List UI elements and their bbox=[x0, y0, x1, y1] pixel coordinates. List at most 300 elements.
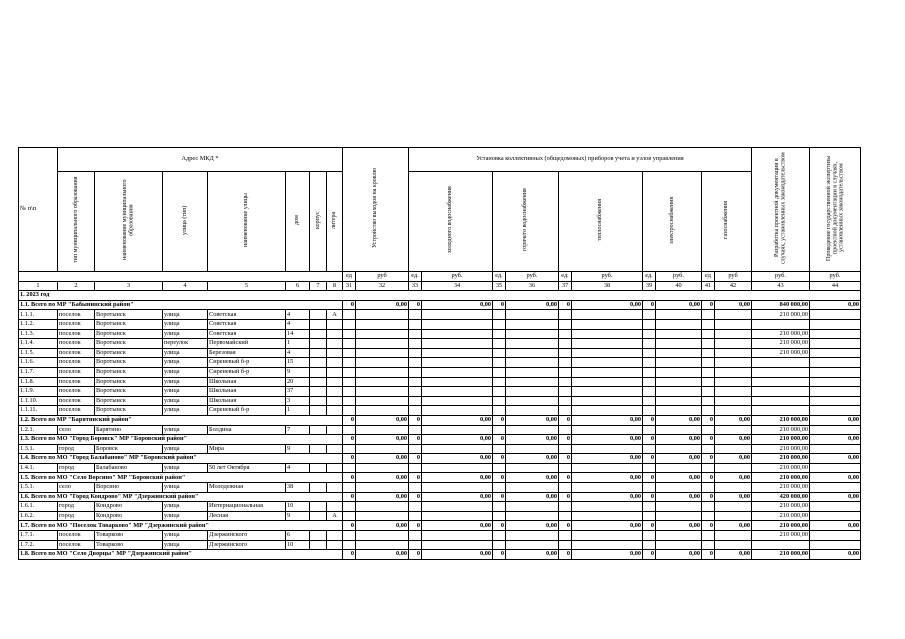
empty-cell bbox=[493, 396, 506, 406]
expertise-cost bbox=[810, 425, 861, 435]
service-cost: 0,00 bbox=[656, 415, 702, 425]
expertise-cost bbox=[810, 444, 861, 454]
street-name: Школьная bbox=[208, 387, 286, 397]
header-address: Адрес МКД * bbox=[58, 148, 343, 172]
unit-cell: руб. bbox=[752, 272, 810, 282]
service-cost: 0,00 bbox=[572, 300, 643, 310]
service-count: 0 bbox=[643, 300, 656, 310]
service-count: 0 bbox=[409, 473, 422, 483]
empty-cell bbox=[656, 406, 702, 416]
column-number: 2 bbox=[58, 281, 95, 291]
empty-cell bbox=[559, 348, 572, 358]
building bbox=[310, 502, 327, 512]
street-type: улица bbox=[163, 444, 208, 454]
letter bbox=[327, 319, 343, 329]
expertise-cost bbox=[810, 348, 861, 358]
column-number: 43 bbox=[752, 281, 810, 291]
street-name: Школьная bbox=[208, 377, 286, 387]
header-addr-col: тип муниципального образования bbox=[58, 172, 95, 272]
roof-count: 0 bbox=[343, 521, 356, 531]
service-cost: 0,00 bbox=[506, 435, 559, 445]
empty-cell bbox=[506, 425, 559, 435]
building bbox=[310, 531, 327, 541]
expertise-cost bbox=[810, 511, 861, 521]
mo-type: поселок bbox=[58, 540, 95, 550]
expertise-cost bbox=[810, 358, 861, 368]
column-number: 40 bbox=[656, 281, 702, 291]
building bbox=[310, 367, 327, 377]
letter bbox=[327, 540, 343, 550]
empty-cell bbox=[356, 387, 409, 397]
service-cost: 0,00 bbox=[572, 492, 643, 502]
service-cost: 0,00 bbox=[715, 473, 752, 483]
service-cost: 0,00 bbox=[715, 435, 752, 445]
street-name: Сиреневый б-р bbox=[208, 406, 286, 416]
empty-cell bbox=[572, 483, 643, 493]
empty-cell bbox=[343, 463, 356, 473]
header-expertise: Проведение государственной экспертизы проектной документации в случаях, установленных законодательством bbox=[810, 148, 861, 272]
header-addr-col: корпус bbox=[310, 172, 327, 272]
house: 15 bbox=[286, 358, 310, 368]
roof-cost: 0,00 bbox=[356, 300, 409, 310]
table-row bbox=[19, 358, 861, 368]
letter bbox=[327, 358, 343, 368]
empty-cell bbox=[643, 377, 656, 387]
service-count: 0 bbox=[702, 415, 715, 425]
row-number: 1.3.1. bbox=[19, 444, 58, 454]
row-number: 1.1.7. bbox=[19, 367, 58, 377]
empty-cell bbox=[356, 540, 409, 550]
service-cost: 0,00 bbox=[422, 521, 493, 531]
table-row bbox=[19, 444, 861, 454]
empty-cell bbox=[409, 540, 422, 550]
empty-cell bbox=[343, 348, 356, 358]
column-number: 44 bbox=[810, 281, 861, 291]
mo-type: поселок bbox=[58, 531, 95, 541]
letter bbox=[327, 339, 343, 349]
house: 7 bbox=[286, 425, 310, 435]
table-row bbox=[19, 377, 861, 387]
unit-cell: ед bbox=[702, 272, 715, 282]
roof-cost: 0,00 bbox=[356, 454, 409, 464]
empty-cell bbox=[715, 511, 752, 521]
house: 9 bbox=[286, 511, 310, 521]
service-count: 0 bbox=[409, 492, 422, 502]
street-type: улица bbox=[163, 377, 208, 387]
street-type: улица bbox=[163, 463, 208, 473]
service-count: 0 bbox=[643, 492, 656, 502]
street-name: Молодежная bbox=[208, 483, 286, 493]
empty-cell bbox=[356, 425, 409, 435]
service-count: 0 bbox=[493, 521, 506, 531]
service-count: 0 bbox=[702, 521, 715, 531]
empty-cell bbox=[506, 396, 559, 406]
design-cost bbox=[752, 367, 810, 377]
mo-type: поселок bbox=[58, 358, 95, 368]
street-type: переулок bbox=[163, 339, 208, 349]
subtotal-label: 1.7. Всего по МО "Поселок Товарково" МР "Дзержинский район" bbox=[19, 521, 343, 531]
service-cost: 0,00 bbox=[715, 300, 752, 310]
subtotal-row bbox=[19, 550, 861, 560]
mo-name: Воротынск bbox=[95, 348, 163, 358]
building bbox=[310, 319, 327, 329]
row-number: 1.1.10. bbox=[19, 396, 58, 406]
table-row bbox=[19, 348, 861, 358]
building bbox=[310, 463, 327, 473]
subtotal-row bbox=[19, 435, 861, 445]
house: 4 bbox=[286, 348, 310, 358]
empty-cell bbox=[572, 540, 643, 550]
expertise-cost bbox=[810, 387, 861, 397]
street-type: улица bbox=[163, 367, 208, 377]
mo-name: Воротынск bbox=[95, 319, 163, 329]
street-name: Советская bbox=[208, 319, 286, 329]
empty-cell bbox=[493, 540, 506, 550]
letter: А bbox=[327, 511, 343, 521]
empty-cell bbox=[559, 387, 572, 397]
empty-cell bbox=[506, 319, 559, 329]
house: 6 bbox=[286, 531, 310, 541]
street-name: Сиреневый б-р bbox=[208, 367, 286, 377]
expertise-cost bbox=[810, 377, 861, 387]
house: 4 bbox=[286, 310, 310, 320]
mo-type: поселок bbox=[58, 319, 95, 329]
subtotal-label: 1.8. Всего по МО "Село Дворцы" МР "Дзержинский район" bbox=[19, 550, 343, 560]
empty-cell bbox=[559, 377, 572, 387]
house: 10 bbox=[286, 540, 310, 550]
empty-cell bbox=[343, 358, 356, 368]
street-type: улица bbox=[163, 502, 208, 512]
empty-cell bbox=[643, 406, 656, 416]
mo-type: поселок bbox=[58, 339, 95, 349]
column-number: 6 bbox=[286, 281, 310, 291]
empty-cell bbox=[409, 387, 422, 397]
empty-cell bbox=[506, 540, 559, 550]
letter bbox=[327, 387, 343, 397]
empty-cell bbox=[656, 367, 702, 377]
empty-cell bbox=[506, 329, 559, 339]
street-type: улица bbox=[163, 511, 208, 521]
header-service-col: горячего водоснабжения bbox=[493, 172, 559, 272]
empty-cell bbox=[343, 310, 356, 320]
service-count: 0 bbox=[493, 454, 506, 464]
expertise-cost: 0,00 bbox=[810, 300, 861, 310]
design-cost bbox=[752, 387, 810, 397]
subtotal-row bbox=[19, 454, 861, 464]
expertise-cost bbox=[810, 310, 861, 320]
year-row bbox=[19, 291, 861, 301]
empty-cell bbox=[643, 483, 656, 493]
empty-cell bbox=[572, 310, 643, 320]
empty-cell bbox=[409, 396, 422, 406]
column-number: 42 bbox=[715, 281, 752, 291]
roof-cost: 0,00 bbox=[356, 521, 409, 531]
empty-cell bbox=[409, 483, 422, 493]
mo-name: Воротынск bbox=[95, 367, 163, 377]
empty-cell bbox=[702, 511, 715, 521]
empty-cell bbox=[572, 425, 643, 435]
empty-cell bbox=[422, 406, 493, 416]
mo-name: Воротынск bbox=[95, 358, 163, 368]
design-cost: 210 000,00 bbox=[752, 435, 810, 445]
empty-cell bbox=[422, 425, 493, 435]
empty-cell bbox=[493, 339, 506, 349]
subtotal-row bbox=[19, 492, 861, 502]
service-cost: 0,00 bbox=[656, 435, 702, 445]
empty-cell bbox=[506, 377, 559, 387]
column-number: 1 bbox=[19, 281, 58, 291]
roof-cost: 0,00 bbox=[356, 492, 409, 502]
column-number: 32 bbox=[356, 281, 409, 291]
expertise-cost: 0,00 bbox=[810, 435, 861, 445]
expertise-cost bbox=[810, 339, 861, 349]
service-cost: 0,00 bbox=[572, 473, 643, 483]
service-cost: 0,00 bbox=[572, 415, 643, 425]
subtotal-label: 1.6. Всего по МО "Город Кондрово" МР "Дзержинский район" bbox=[19, 492, 343, 502]
empty-cell bbox=[656, 387, 702, 397]
unit-cell: ед. bbox=[643, 272, 656, 282]
service-count: 0 bbox=[643, 521, 656, 531]
empty-cell bbox=[656, 511, 702, 521]
street-name: Сиреневый б-р bbox=[208, 358, 286, 368]
empty-cell bbox=[715, 339, 752, 349]
design-cost bbox=[752, 319, 810, 329]
roof-count: 0 bbox=[343, 435, 356, 445]
row-number: 1.6.2. bbox=[19, 511, 58, 521]
empty-cell bbox=[409, 502, 422, 512]
empty-cell bbox=[559, 511, 572, 521]
empty-cell bbox=[493, 502, 506, 512]
service-count: 0 bbox=[559, 435, 572, 445]
service-count: 0 bbox=[409, 521, 422, 531]
expertise-cost: 0,00 bbox=[810, 415, 861, 425]
empty-cell bbox=[715, 319, 752, 329]
expertise-cost: 0,00 bbox=[810, 454, 861, 464]
street-type: улица bbox=[163, 531, 208, 541]
empty-cell bbox=[343, 406, 356, 416]
empty-cell bbox=[493, 358, 506, 368]
empty-cell bbox=[715, 483, 752, 493]
column-number: 34 bbox=[422, 281, 493, 291]
empty-cell bbox=[343, 511, 356, 521]
empty-cell bbox=[493, 511, 506, 521]
empty-cell bbox=[422, 377, 493, 387]
street-type: улица bbox=[163, 319, 208, 329]
empty-cell bbox=[356, 396, 409, 406]
empty-cell bbox=[656, 396, 702, 406]
empty-cell bbox=[643, 396, 656, 406]
mo-name: Воротынск bbox=[95, 339, 163, 349]
empty-cell bbox=[643, 463, 656, 473]
column-number: 31 bbox=[343, 281, 356, 291]
service-cost: 0,00 bbox=[715, 492, 752, 502]
empty-cell bbox=[493, 310, 506, 320]
empty-cell bbox=[572, 387, 643, 397]
service-cost: 0,00 bbox=[422, 454, 493, 464]
house: 10 bbox=[286, 502, 310, 512]
empty-cell bbox=[656, 348, 702, 358]
mo-name: Товарково bbox=[95, 531, 163, 541]
mo-type: село bbox=[58, 483, 95, 493]
design-cost: 210 000,00 bbox=[752, 531, 810, 541]
empty-cell bbox=[506, 444, 559, 454]
service-count: 0 bbox=[493, 492, 506, 502]
empty-cell bbox=[506, 367, 559, 377]
expertise-cost: 0,00 bbox=[810, 521, 861, 531]
empty-cell bbox=[356, 348, 409, 358]
design-cost: 210 000,00 bbox=[752, 550, 810, 560]
unit-cell: руб bbox=[715, 272, 752, 282]
unit-cell: руб bbox=[356, 272, 409, 282]
empty-cell bbox=[572, 531, 643, 541]
empty-cell bbox=[493, 329, 506, 339]
empty-cell bbox=[409, 406, 422, 416]
budget-table bbox=[18, 147, 861, 560]
empty-cell bbox=[356, 463, 409, 473]
service-cost: 0,00 bbox=[656, 550, 702, 560]
column-number: 35 bbox=[493, 281, 506, 291]
service-cost: 0,00 bbox=[506, 521, 559, 531]
table-row bbox=[19, 339, 861, 349]
design-cost bbox=[752, 396, 810, 406]
letter bbox=[327, 406, 343, 416]
header-addr-col: дом bbox=[286, 172, 310, 272]
service-cost: 0,00 bbox=[506, 454, 559, 464]
street-name: Советская bbox=[208, 310, 286, 320]
empty-cell bbox=[643, 531, 656, 541]
service-count: 0 bbox=[559, 300, 572, 310]
header-service-col: газоснабжения bbox=[702, 172, 752, 272]
roof-count: 0 bbox=[343, 550, 356, 560]
table-row bbox=[19, 483, 861, 493]
unit-cell: ед bbox=[343, 272, 356, 282]
service-count: 0 bbox=[559, 415, 572, 425]
row-number: 1.1.4. bbox=[19, 339, 58, 349]
service-count: 0 bbox=[493, 300, 506, 310]
empty-cell bbox=[422, 396, 493, 406]
empty-cell bbox=[656, 540, 702, 550]
header-install: Установка коллективных (общедомовых) приборов учета и узлов управления bbox=[409, 148, 752, 172]
subtotal-label: 1.2. Всего по МР "Барятинский район" bbox=[19, 415, 343, 425]
expertise-cost bbox=[810, 531, 861, 541]
street-type: улица bbox=[163, 425, 208, 435]
service-cost: 0,00 bbox=[506, 473, 559, 483]
service-count: 0 bbox=[409, 550, 422, 560]
empty-cell bbox=[493, 406, 506, 416]
column-number: 37 bbox=[559, 281, 572, 291]
expertise-cost: 0,00 bbox=[810, 550, 861, 560]
house: 37 bbox=[286, 387, 310, 397]
street-name: Школьная bbox=[208, 396, 286, 406]
subtotal-row bbox=[19, 473, 861, 483]
empty-cell bbox=[715, 396, 752, 406]
service-cost: 0,00 bbox=[422, 300, 493, 310]
mo-name: Воротынск bbox=[95, 310, 163, 320]
row-number: 1.1.8. bbox=[19, 377, 58, 387]
subtotal-label: 1.4. Всего по МО "Город Балабаново" МР "Боровский район" bbox=[19, 454, 343, 464]
expertise-cost bbox=[810, 502, 861, 512]
empty-cell bbox=[506, 531, 559, 541]
empty-cell bbox=[643, 502, 656, 512]
empty-cell bbox=[656, 329, 702, 339]
subtotal-row bbox=[19, 300, 861, 310]
column-number: 39 bbox=[643, 281, 656, 291]
empty-cell bbox=[343, 367, 356, 377]
house: 3 bbox=[286, 396, 310, 406]
unit-cell: руб. bbox=[572, 272, 643, 282]
street-name: Мира bbox=[208, 444, 286, 454]
row-number: 1.2.1. bbox=[19, 425, 58, 435]
house: 9 bbox=[286, 367, 310, 377]
empty-cell bbox=[702, 396, 715, 406]
street-type: улица bbox=[163, 540, 208, 550]
empty-cell bbox=[572, 444, 643, 454]
header-service-col: теплоснабжения bbox=[559, 172, 643, 272]
empty-cell bbox=[559, 540, 572, 550]
empty-cell bbox=[715, 377, 752, 387]
service-count: 0 bbox=[702, 435, 715, 445]
street-type: улица bbox=[163, 483, 208, 493]
empty-cell bbox=[643, 387, 656, 397]
empty-cell bbox=[409, 511, 422, 521]
empty-cell bbox=[422, 511, 493, 521]
empty-cell bbox=[572, 377, 643, 387]
row-number: 1.7.2. bbox=[19, 540, 58, 550]
roof-count: 0 bbox=[343, 300, 356, 310]
expertise-cost bbox=[810, 319, 861, 329]
empty-cell bbox=[356, 310, 409, 320]
service-cost: 0,00 bbox=[572, 521, 643, 531]
service-cost: 0,00 bbox=[572, 435, 643, 445]
mo-name: Воротынск bbox=[95, 387, 163, 397]
empty-cell bbox=[422, 339, 493, 349]
design-cost: 420 000,00 bbox=[752, 492, 810, 502]
house: 4 bbox=[286, 463, 310, 473]
empty-cell bbox=[656, 483, 702, 493]
street-type: улица bbox=[163, 329, 208, 339]
header-service-col: электроснабжения bbox=[643, 172, 702, 272]
empty-cell bbox=[715, 502, 752, 512]
empty-cell bbox=[506, 406, 559, 416]
unit-cell: руб. bbox=[656, 272, 702, 282]
letter bbox=[327, 502, 343, 512]
empty-cell bbox=[422, 483, 493, 493]
row-number: 1.6.1. bbox=[19, 502, 58, 512]
empty-cell bbox=[702, 339, 715, 349]
expertise-cost bbox=[810, 483, 861, 493]
design-cost: 210 000,00 bbox=[752, 444, 810, 454]
header-addr-col: наименование улицы bbox=[208, 172, 286, 272]
empty-cell bbox=[572, 406, 643, 416]
empty-cell bbox=[643, 367, 656, 377]
roof-cost: 0,00 bbox=[356, 435, 409, 445]
building bbox=[310, 444, 327, 454]
empty-cell bbox=[643, 339, 656, 349]
empty-cell bbox=[343, 502, 356, 512]
street-name: Лесная bbox=[208, 511, 286, 521]
service-cost: 0,00 bbox=[656, 492, 702, 502]
building bbox=[310, 425, 327, 435]
empty-cell bbox=[356, 502, 409, 512]
empty-cell bbox=[422, 367, 493, 377]
subtotal-row bbox=[19, 415, 861, 425]
subtotal-row bbox=[19, 521, 861, 531]
design-cost: 210 000,00 bbox=[752, 511, 810, 521]
house: 14 bbox=[286, 329, 310, 339]
table-row bbox=[19, 367, 861, 377]
mo-name: Воротынск bbox=[95, 329, 163, 339]
table-row bbox=[19, 396, 861, 406]
